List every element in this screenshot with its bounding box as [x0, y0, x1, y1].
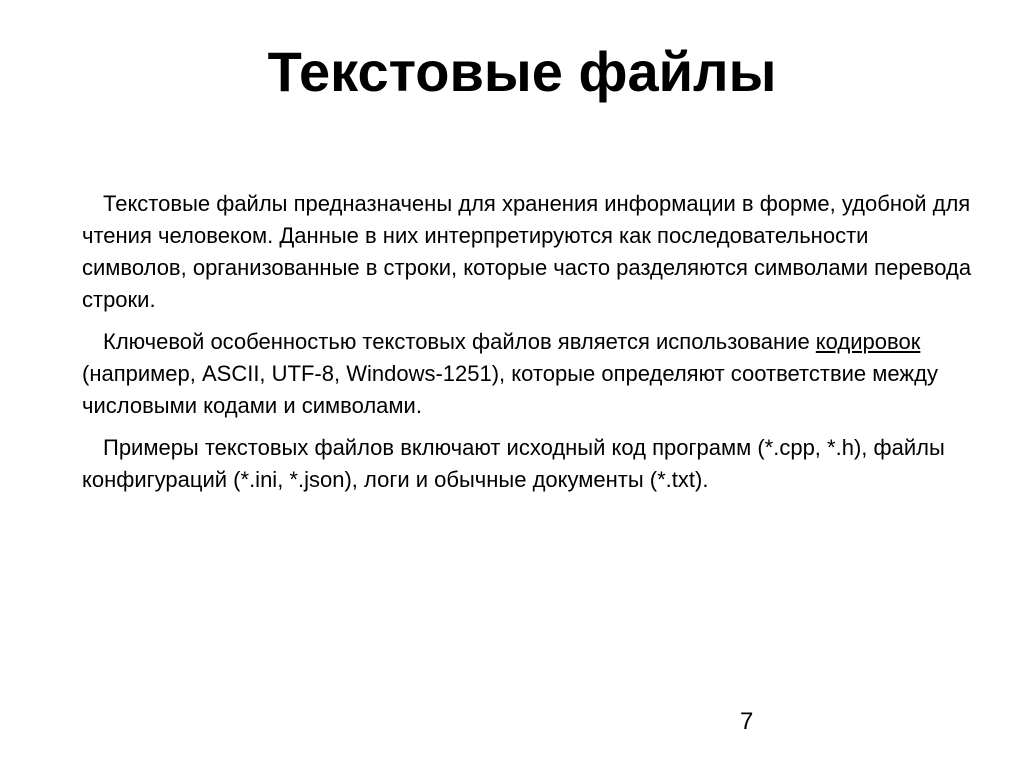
paragraph-encodings	[82, 326, 972, 422]
page-number: 7	[740, 708, 754, 735]
paragraph-text-files-purpose: Текстовые файлы предназначены для хранения информации в форме, удобной для чтения человеком. Данные в них интерпретируются как последовательности символов, организованные в строки, которые часто разделяются символами перевода строки.	[82, 191, 972, 312]
slide-body	[82, 188, 972, 506]
encodings-link[interactable]: кодировок	[815, 329, 921, 354]
paragraph-examples: Примеры текстовых файлов включают исходный код программ (*.cpp, *.h), файлы конфигураций (*.ini, *.json), логи и обычные документы (*.txt).	[82, 435, 945, 492]
slide-title: Текстовые файлы	[267, 40, 777, 103]
paragraph-encodings-intro: Ключевой особенностью текстовых файлов является использование	[103, 329, 816, 354]
paragraph-encodings-rest: (например, ASCII, UTF-8, Windows-1251), которые определяют соответствие между числовыми кодами и символами.	[82, 361, 938, 418]
